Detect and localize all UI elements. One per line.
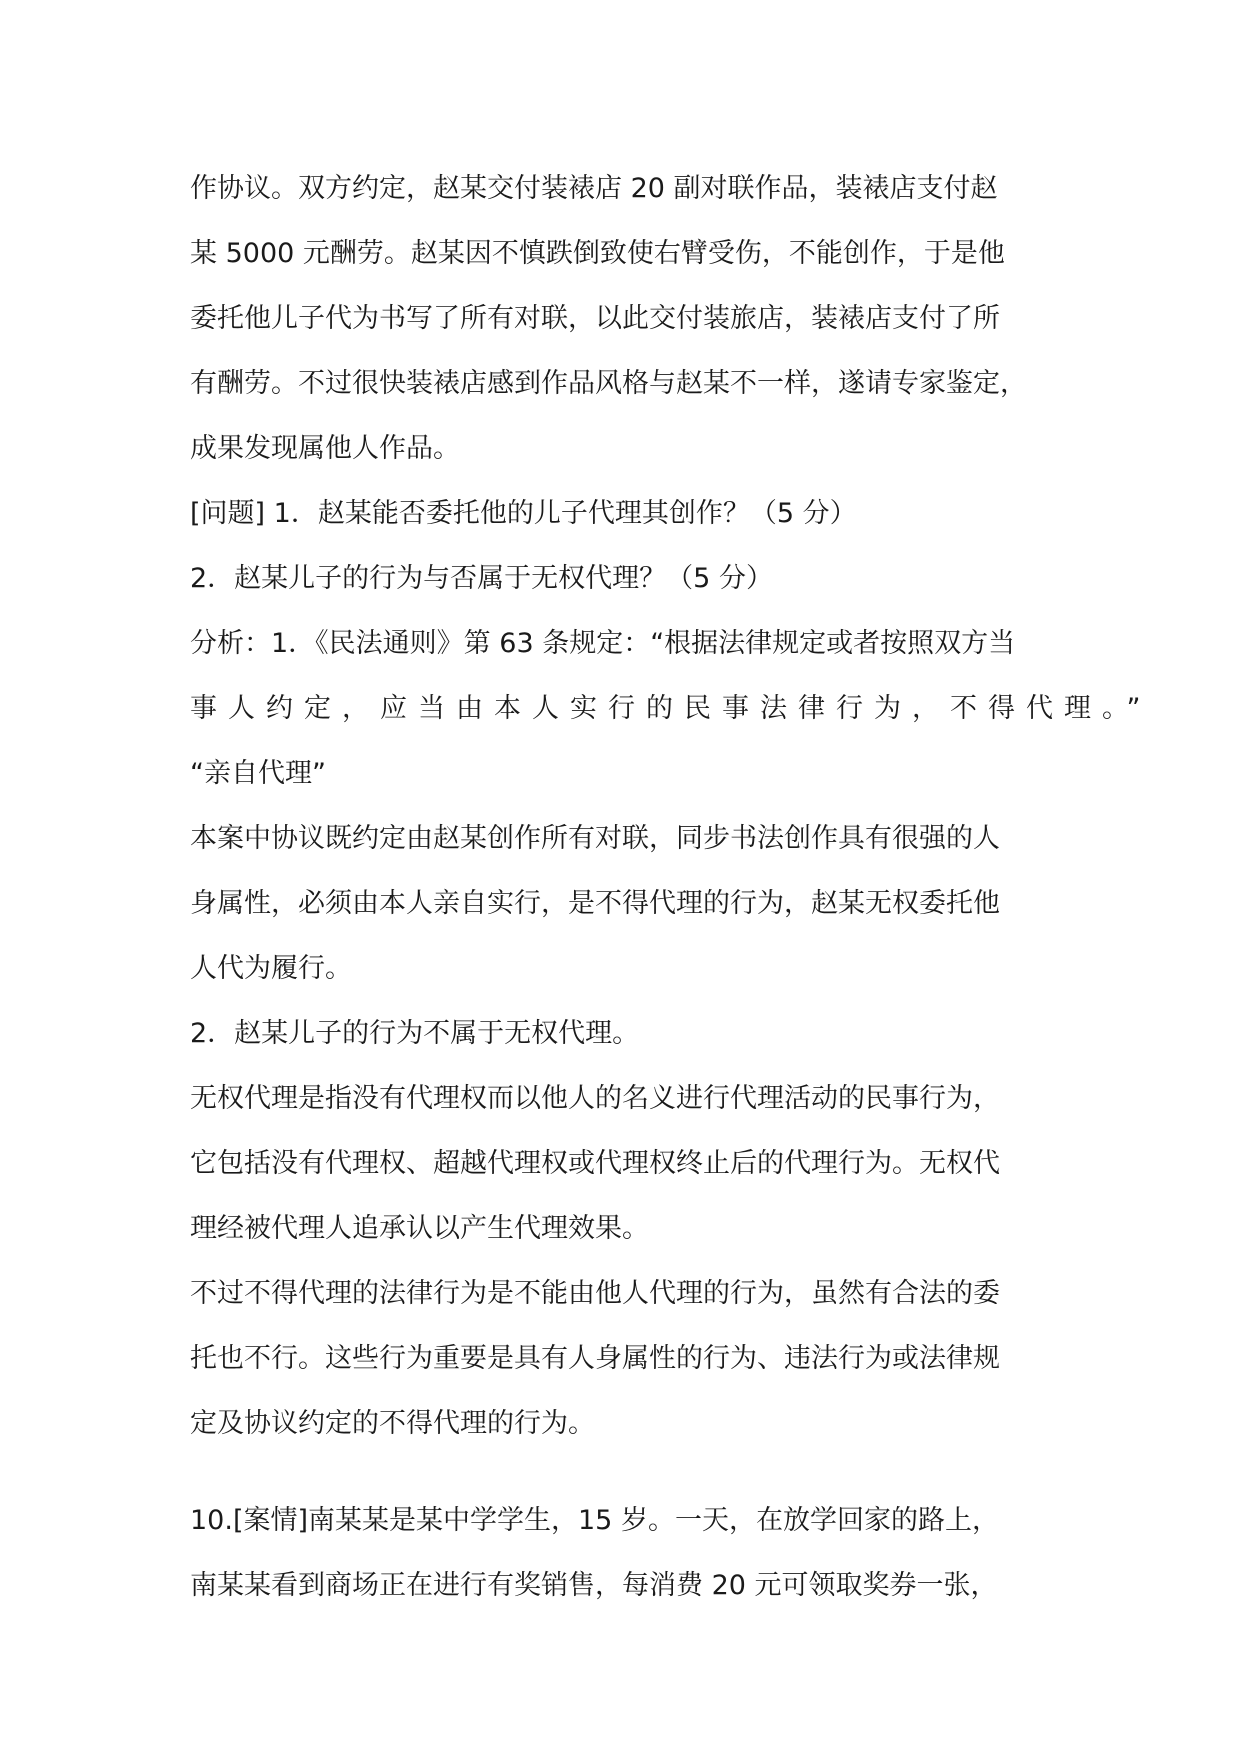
text-line: 作协议。双方约定，赵某交付装裱店 20 副对联作品，装裱店支付赵 — [190, 173, 998, 204]
question-line: [问题] 1．赵某能否委托他的儿子代理其创作？（5 分） — [190, 498, 857, 529]
question-line: 2．赵某儿子的行为与否属于无权代理？（5 分） — [190, 563, 773, 594]
analysis-line: “亲自代理” — [190, 758, 326, 789]
case-line: 10.[案情]南某某是某中学学生，15 岁。一天，在放学回家的路上， — [190, 1505, 999, 1536]
text-line: 不过不得代理的法律行为是不能由他人代理的行为，虽然有合法的委 — [190, 1278, 1000, 1309]
text-line: 某 5000 元酬劳。赵某因不慎跌倒致使右臂受伤，不能创作，于是他 — [190, 238, 1005, 269]
text-line: 定及协议约定的不得代理的行为。 — [190, 1408, 595, 1439]
text-line: 无权代理是指没有代理权而以他人的名义进行代理活动的民事行为， — [190, 1083, 1000, 1114]
text-line: 人代为履行。 — [190, 953, 352, 984]
analysis-line: 分析：1．《民法通则》第 63 条规定：“根据法律规定或者按照双方当 — [190, 628, 1016, 659]
text-line: 理经被代理人追承认以产生代理效果。 — [190, 1213, 649, 1244]
text-line: 它包括没有代理权、超越代理权或代理权终止后的代理行为。无权代 — [190, 1148, 1000, 1179]
text-line: 身属性，必须由本人亲自实行，是不得代理的行为，赵某无权委托他 — [190, 888, 1000, 919]
analysis-line: 事人约定，应当由本人实行的民事法律行为，不得代理。” — [190, 693, 1152, 724]
text-line: 托也不行。这些行为重要是具有人身属性的行为、违法行为或法律规 — [190, 1343, 1000, 1374]
text-line: 有酬劳。不过很快装裱店感到作品风格与赵某不一样，遂请专家鉴定， — [190, 368, 1027, 399]
text-line: 本案中协议既约定由赵某创作所有对联，同步书法创作具有很强的人 — [190, 823, 1000, 854]
text-line: 委托他儿子代为书写了所有对联，以此交付装旅店，装裱店支付了所 — [190, 303, 1000, 334]
answer-line: 2．赵某儿子的行为不属于无权代理。 — [190, 1018, 640, 1049]
text-line: 成果发现属他人作品。 — [190, 433, 460, 464]
case-line: 南某某看到商场正在进行有奖销售，每消费 20 元可领取奖券一张， — [190, 1570, 998, 1601]
